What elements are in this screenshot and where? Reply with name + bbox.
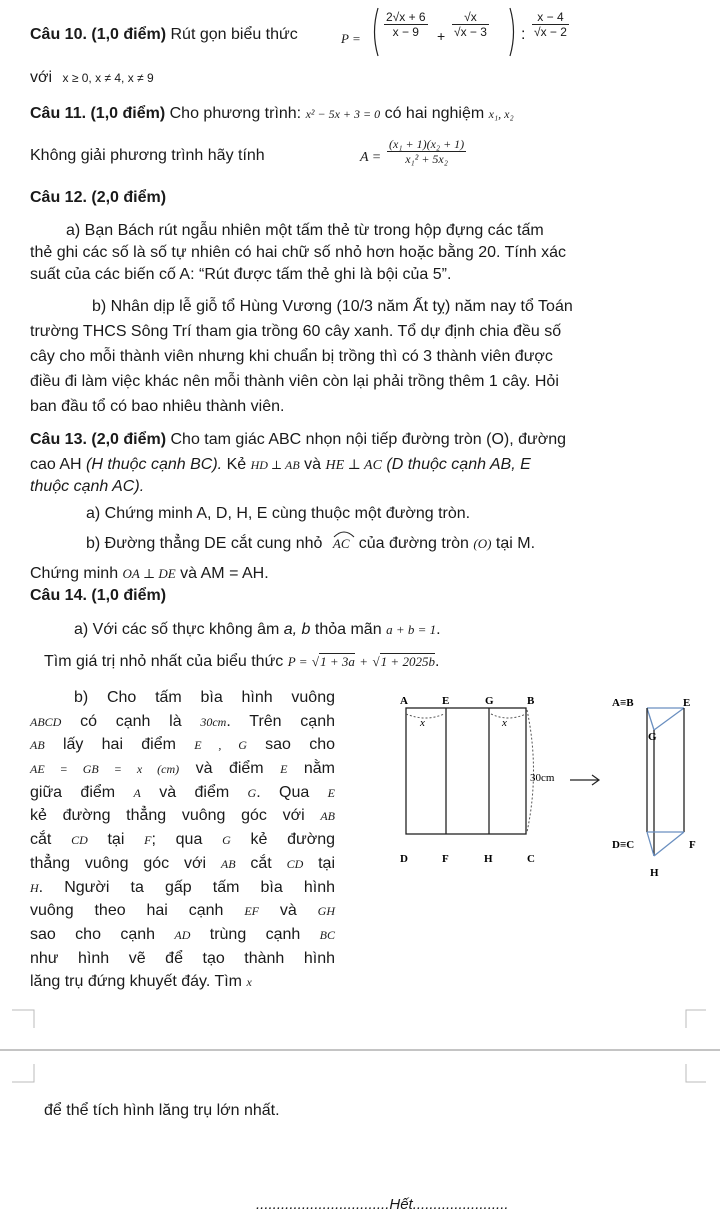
label-F: F [442,853,449,865]
q11-line2: Không giải phương trình hãy tính [30,147,265,164]
q13-part-b [86,534,535,554]
label-D-eq-C: D≡C [612,839,635,851]
q10-colon: : [521,26,526,43]
q11-lhs: A = [360,150,382,165]
q14-last-line: để thể tích hình lăng trụ lớn nhất. [44,1102,280,1119]
q10-plus: + [437,28,446,44]
q10-lparen [370,6,380,58]
q14-b-line-7: cắt CD tại F; qua G kẻ đường [30,831,336,849]
label-G-prism: G [648,731,657,743]
q11-text2: có hai nghiệm [384,105,485,122]
q14-label: Câu 14. (1,0 điểm) [30,587,167,604]
q10-frac1-den: x − 9 [392,25,419,39]
label-A-eq-B: A≡B [612,697,634,709]
q13-line-2 [30,455,531,476]
q14-b-line-6: kẻ đường thẳng vuông góc với AB [30,807,335,825]
folding-figure [390,692,710,888]
q12-a-line-3: suất của các biến cố A: “Rút được tấm thẻ ghi là bội của 5”. [30,266,452,283]
q10-frac3 [532,10,569,39]
side-brace [527,710,534,832]
q14-b-para [30,689,335,997]
q10-frac2-num: √x [452,10,489,25]
q11-roots: x₁, x₂ [488,107,514,121]
q13-hd: HD ⊥ AB [250,458,300,472]
q12-a-line-1: a) Bạn Bách rút ngẫu nhiên một tấm thẻ từ trong hộp đựng các tấm [66,222,544,239]
q12-label: Câu 12. (2,0 điểm) [30,189,167,206]
q14-b-line-8: thẳng vuông góc với AB cắt CD tại [30,854,336,872]
q10-cond-prefix: với [30,69,53,86]
q12-b-line-3: cây cho mỗi thành viên nhưng khi chuẩn bị trồng thì có 3 thành viên được [30,348,553,365]
arrow-right-icon [570,775,599,785]
q14-ab: a, b [283,621,311,638]
q14-cond: a + b = 1 [386,622,437,637]
q10-cond: x ≥ 0, x ≠ 4, x ≠ 9 [62,71,154,85]
label-x-right: x [502,717,507,729]
q10-frac1-num: 2√x + 6 [386,10,426,24]
q14-b-line-9: H. Người ta gấp tấm bìa hình [30,878,335,896]
q13-line2-d: và [304,456,322,473]
label-F-prism: F [689,839,696,851]
q11-eq: x² − 5x + 3 = 0 [305,107,381,121]
q12-b-line-1: b) Nhân dịp lễ giỗ tổ Hùng Vương (10/3 năm Ất tỵ) năm nay tổ Toán [92,298,573,315]
q13-part-c [30,564,269,584]
label-x-left: x [420,717,425,729]
q13-b1: b) Đường thẳng DE cắt cung nhỏ [86,535,323,552]
prism [612,697,696,879]
q13-c2: và AM = AH. [180,565,269,582]
q13-he: HE ⊥ AC [325,458,382,473]
q14-expr-plus: + [359,654,369,669]
q13-b2: của đường tròn [358,535,469,552]
page-break [0,1008,720,1098]
q14-part-a [74,620,441,640]
q14-a3: . [436,621,441,638]
q14-b-line-10: vuông theo hai cạnh EF và GH [30,902,335,920]
q11-text: Cho phương trình: [169,105,302,122]
q14-expr-r1: 1 + 3a [320,654,355,669]
label-G: G [485,695,494,707]
q10-label: Câu 10. (1,0 điểm) [30,26,167,43]
q13-oa: OA ⊥ DE [122,566,176,581]
q10-frac3-num: x − 4 [532,10,569,25]
q13-arc-label: AC [332,536,350,551]
q13-o: (O) [473,536,492,551]
q13-part-a: a) Chứng minh A, D, H, E cùng thuộc một đường tròn. [86,505,471,522]
arc-symbol-icon [333,530,355,538]
q11-line [30,104,514,124]
label-B: B [527,695,535,707]
q12-a-line-2: thẻ ghi các số là số tự nhiên có hai chữ số nhỏ hơn hoặc bằng 20. Tính xác [30,244,566,261]
q14-a1: a) Với các số thực không âm [74,621,280,638]
q10-frac1 [384,10,428,39]
q13-line3: thuộc cạnh AC). [30,478,145,495]
x-brace-left [406,714,444,718]
q10-rparen [508,6,518,58]
q10-frac3-den: √x − 2 [534,25,567,39]
q14-a2: thỏa mãn [314,621,382,638]
label-H: H [484,853,493,865]
label-D: D [400,853,408,865]
q13-line2-a: cao AH [30,456,82,473]
q14-b-line-11: sao cho cạnh AD trùng cạnh BC [30,925,335,943]
q12-b-line-4: điều đi làm việc khác nên mỗi thành viên còn lại phải trồng thêm 1 cây. Hỏi [30,373,559,390]
q13-arc [333,536,353,551]
q14-b-line-12: như hình vẽ để tạo thành hình [30,949,335,967]
q14-b-line-4: AE = GB = x (cm) và điểm E nằm [30,760,335,778]
x-brace-right [491,714,526,718]
q10-text: Rút gọn biểu thức [170,26,298,43]
q10-frac2 [452,10,489,39]
q14-part-a-2: Tìm giá trị nhỏ nhất của biểu thức P = √1 + 3a + √1 + 2025b. [44,653,440,670]
q14-b-line-13: lăng trụ đứng khuyết đáy. Tìm x [30,973,252,991]
q11-label: Câu 11. (1,0 điểm) [30,105,166,122]
q14-b-line-5: giữa điểm A và điểm G. Qua E [30,783,335,801]
square-sheet [400,695,555,865]
q12-b-line-2: trường THCS Sông Trí tham gia trồng 60 cây xanh. Tổ dự định chia đều số [30,323,562,340]
label-H-prism: H [650,867,659,879]
q10-lhs: P = [341,31,361,46]
label-E: E [442,695,450,707]
q13-line-1 [30,430,566,450]
q10-frac2-den: √x − 3 [454,25,487,39]
q13-line2-e: (D thuộc cạnh AB, E [386,456,531,473]
label-30cm: 30cm [530,772,555,784]
q13-c1: Chứng minh [30,565,119,582]
q11-num: (x₁ + 1)(x₂ + 1) [389,137,465,151]
q13-line1: Cho tam giác ABC nhọn nội tiếp đường tròn (O), đường [170,431,566,448]
q12-b-line-5: ban đầu tổ có bao nhiêu thành viên. [30,398,285,415]
q14-b1: Tìm giá trị nhỏ nhất của biểu thức [44,653,284,670]
q13-b3: tại M. [495,535,536,552]
label-C: C [527,853,535,865]
q14-expr-end: . [434,653,440,670]
q13-line2-c: Kẻ [226,456,247,473]
q14-b-line-2: ABCD có cạnh là 30cm. Trên cạnh [30,712,335,730]
label-A: A [400,695,408,707]
label-E-prism: E [683,697,691,709]
q14-b-line-3: AB lấy hai điểm E , G sao cho [30,736,336,754]
q13-line2-b: (H thuộc cạnh BC). [86,456,223,473]
q10-condition [30,68,154,88]
q14-b-line-1: b) Cho tấm bìa hình vuông [74,689,335,706]
q11-frac [387,137,466,166]
q10-line [30,25,298,45]
q13-label: Câu 13. (2,0 điểm) [30,431,167,448]
end-marker: ................................Hết....................... [256,1196,509,1213]
q14-expr-r2: 1 + 2025b [380,654,435,669]
q11-den: x₁² + 5x₂ [405,152,448,166]
q14-expr-lhs: P = [287,654,308,669]
